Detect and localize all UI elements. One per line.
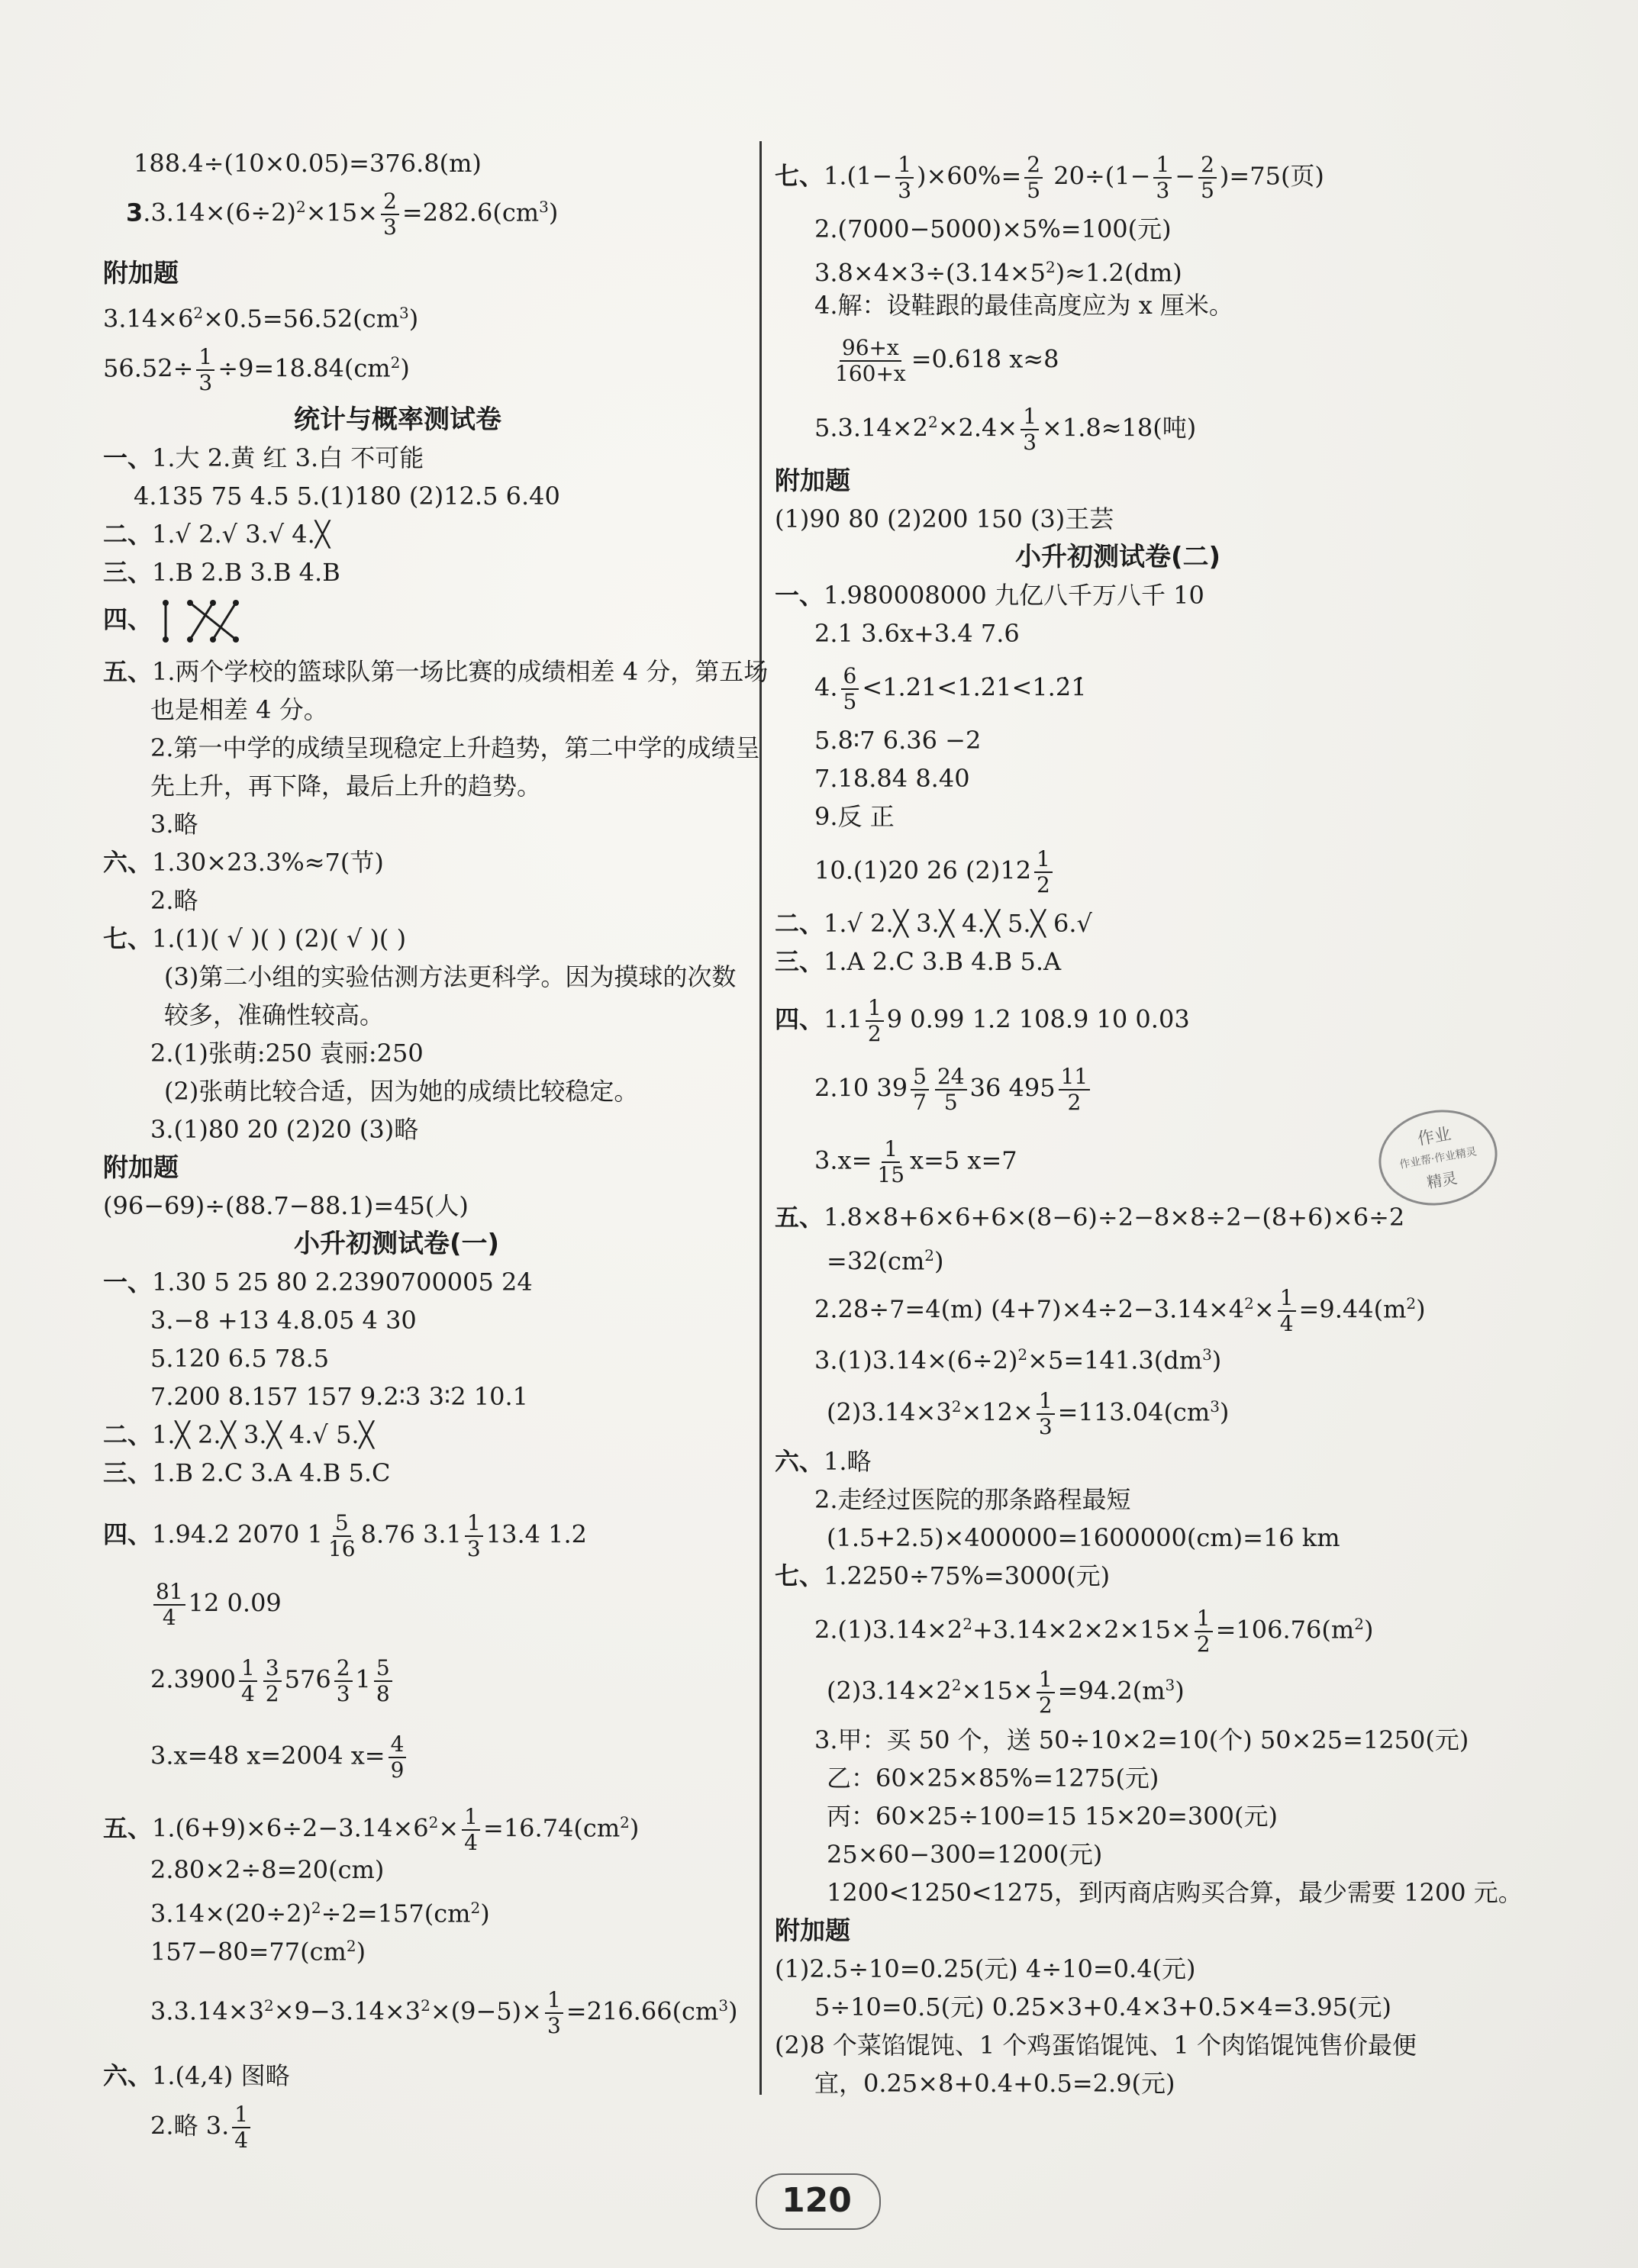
- fraction: $\frac{96+x}{160+x}$: [835, 335, 906, 386]
- fraction: $\frac{1}{4}$: [462, 1805, 480, 1855]
- text-line: 较多，准确性较高。: [164, 1000, 385, 1029]
- text-line: (96−69)÷(88.7−88.1)=45(人): [103, 1191, 469, 1220]
- fraction: $\frac{2}{3}$: [334, 1656, 353, 1706]
- fraction: $\frac{5}{8}$: [374, 1656, 392, 1706]
- text-line: 2.3900 $\frac{1}{4}$ $\frac{3}{2}$ 576 $\frac{2}{3}$ 1 $\frac{5}{8}$: [150, 1656, 395, 1706]
- text-line: 五、1.两个学校的篮球队第一场比赛的成绩相差 4 分，第五场: [103, 657, 769, 686]
- text-line: 56.52÷ $\frac{1}{3}$ $\div 9=18.84(cm^2)$: [103, 344, 410, 395]
- fraction: $\frac{1}{3}$: [1037, 1389, 1055, 1439]
- text-line: 7.18.84 8.40: [814, 764, 970, 793]
- fraction: $\frac{1}{3}$: [1153, 153, 1172, 203]
- text-line: 2.第一中学的成绩呈现稳定上升趋势，第二中学的成绩呈: [150, 733, 760, 762]
- fraction: $\frac{1}{3}$: [545, 1988, 563, 2038]
- expr: 3.14×(6÷2): [150, 198, 296, 227]
- text-line: (2)8 个菜馅馄饨、1 个鸡蛋馅馄饨、1 个肉馅馄饨售价最便: [775, 2031, 1417, 2060]
- text-line: 宜，0.25×8+0.4+0.5=2.9(元): [814, 2069, 1175, 2098]
- text-line: $2.(1)3.14\times 2^2+3.14\times 2\times 2\times 15\times$ $\frac{1}{2}$ $=106.76(m^2)$: [814, 1606, 1374, 1657]
- text-line: 3.x=48 x=2004 x= $\frac{4}{9}$: [150, 1732, 409, 1783]
- text-line: 5.120 6.5 78.5: [150, 1344, 330, 1373]
- fraction: $\frac{5}{7}$: [911, 1065, 929, 1115]
- text-line: 4.135 75 4.5 5.(1)180 (2)12.5 6.40: [134, 482, 560, 511]
- text-line: 二、1.√ 2.╳ 3.╳ 4.╳ 5.╳ 6.√: [775, 909, 1092, 938]
- text-line: 2.28÷7=4(m) $(4+7)\times 4\div 2-3.14\times 4^2\times$ $\frac{1}{4}$ $=9.44(m^2)$: [814, 1285, 1426, 1336]
- text-line: 一、1.大 2.黄 红 3.白 不可能: [103, 443, 424, 472]
- text-line: $3.14\times(20\div 2)^2\div 2=157(cm^2)$: [150, 1899, 490, 1928]
- text-line: (1)2.5÷10=0.25(元) 4÷10=0.4(元): [775, 1954, 1196, 1983]
- text-line: 4.解：设鞋跟的最佳高度应为 x 厘米。: [814, 291, 1233, 320]
- matching-diagram: [160, 598, 259, 644]
- text-line: 一、1.980008000 九亿八千万八千 10: [775, 581, 1204, 610]
- text-line: 2.(7000−5000)×5%=100(元): [814, 214, 1172, 243]
- exponent: 2: [296, 197, 306, 216]
- text-line: $3.14\times 6^2\times 0.5=56.52(cm^3)$: [103, 304, 419, 333]
- text-line: 三、1.B 2.B 3.B 4.B: [103, 558, 340, 587]
- text-line: 七、1.(1)( √ )( ) (2)( √ )( ): [103, 924, 407, 953]
- text-line: 六、1.略: [775, 1447, 872, 1476]
- item-number: 3: [126, 198, 143, 227]
- text-line: $5.3.14\times 2^2\times 2.4\times$ $\frac{1}{3}$ ×1.8≈18(吨): [814, 404, 1197, 455]
- text-line: 3.(1)80 20 (2)20 (3)略: [150, 1115, 419, 1144]
- text-line: 3.−8 +13 4.8.05 4 30: [150, 1306, 417, 1335]
- fraction: $\frac{5}{16}$: [327, 1510, 356, 1561]
- text-line: 2.略 3. $\frac{1}{4}$: [150, 2102, 253, 2153]
- text-line: $3.8\times 4\times 3\div(3.14\times 5^2)\approx 1.2(dm)$: [814, 258, 1182, 288]
- text-line: (1.5+2.5)×400000=1600000(cm)=16 km: [827, 1523, 1340, 1552]
- text-line: 2.10 39 $\frac{5}{7}$ $\frac{24}{5}$ 36 495 $\frac{11}{2}$: [814, 1065, 1093, 1115]
- fraction: $\frac{4}{9}$: [389, 1732, 407, 1783]
- text-line: 5÷10=0.5(元) 0.25×3+0.4×3+0.5×4=3.95(元): [814, 1993, 1391, 2022]
- fraction: $\frac{1}{3}$: [895, 153, 914, 203]
- test-title: 小升初测试卷(一): [294, 1229, 500, 1259]
- text-line: 3.x= $\frac{1}{15}$ x=5 x=7: [814, 1136, 1017, 1187]
- fraction: $\frac{1}{4}$: [232, 2102, 250, 2153]
- text-line: 188.4÷(10×0.05)=376.8(m): [134, 149, 482, 178]
- text-line: 3.甲：买 50 个，送 50÷10×2=10(个) 50×25=1250(元): [814, 1725, 1469, 1754]
- text-line: 四、1.1 $\frac{1}{2}$ 9 0.99 1.2 108.9 10 0.03: [775, 995, 1190, 1046]
- fraction: $\frac{3}{2}$: [263, 1656, 282, 1706]
- section-title: 附加题: [775, 1915, 850, 1945]
- text-line: (3)第二小组的实验估测方法更科学。因为摸球的次数: [164, 962, 737, 991]
- text-line: $3.3.14\times(6\div 2)^2\times 15\times$ $\frac{2}{3}$ $=282.6(cm^3)$: [126, 188, 559, 240]
- text-line: $=32(cm^2)$: [827, 1246, 944, 1276]
- text-line: 六、1.30×23.3%≈7(节): [103, 848, 384, 877]
- fraction: $\frac{1}{4}$: [1278, 1286, 1296, 1336]
- text-line: $157-80=77(cm^2)$: [150, 1937, 366, 1967]
- text-line: 六、1.(4,4) 图略: [103, 2061, 290, 2090]
- watermark-stamp: 作业 作业帮·作业精灵 精灵: [1371, 1100, 1504, 1214]
- fraction: $\frac{1}{2}$: [1037, 1667, 1055, 1718]
- text-line: 2.(1)张萌:250 袁丽:250: [150, 1039, 424, 1068]
- fraction: $\frac{1}{3}$: [465, 1511, 483, 1561]
- fraction: $\frac{1}{2}$: [866, 996, 884, 1046]
- test-title: 小升初测试卷(二): [1015, 542, 1221, 572]
- text-line: (1)90 80 (2)200 150 (3)王芸: [775, 504, 1114, 533]
- text-line: 9.反 正: [814, 802, 895, 831]
- text-line: 七、1.2250÷75%=3000(元): [775, 1561, 1111, 1590]
- fraction: $\frac{1}{4}$: [239, 1656, 257, 1706]
- fraction: $\frac{1}{3}$: [1021, 404, 1039, 455]
- text-line: 3.略: [150, 810, 198, 839]
- test-title: 统计与概率测试卷: [294, 404, 501, 435]
- text-line: 三、1.A 2.C 3.B 4.B 5.A: [775, 947, 1062, 976]
- text-line: $(2)3.14\times 3^2\times 12\times$ $\frac{1}{3}$ $=113.04(cm^3)$: [827, 1388, 1230, 1439]
- text-line: 2.略: [150, 886, 198, 915]
- text-line: $\frac{96+x}{160+x}$ =0.618 x≈8: [830, 336, 1059, 386]
- fraction: $\frac{1}{3}$: [196, 345, 214, 395]
- text-line: $\frac{81}{4}$ 12 0.09: [150, 1580, 282, 1630]
- fraction: $\frac{1}{2}$: [1034, 847, 1053, 897]
- text-line: 五、$1.(6+9)\times 6\div 2-3.14\times 6^2\times$ $\frac{1}{4}$ $=16.74(cm^2)$: [103, 1804, 640, 1855]
- text-line: 三、1.B 2.C 3.A 4.B 5.C: [103, 1458, 391, 1487]
- text-line: 先上升，再下降，最后上升的趋势。: [150, 772, 542, 801]
- expr: =282.6(cm: [401, 198, 540, 227]
- fraction: $\frac{11}{2}$: [1059, 1065, 1091, 1115]
- fraction: $\frac{2}{5}$: [1024, 153, 1043, 203]
- text-line: 一、1.30 5 25 80 2.2390700005 24: [103, 1268, 533, 1297]
- text-line: 25×60−300=1200(元): [827, 1840, 1103, 1869]
- text-line: 丙：60×25÷100=15 15×20=300(元): [827, 1802, 1278, 1831]
- text-line: 二、1.╳ 2.╳ 3.╳ 4.√ 5.╳: [103, 1420, 374, 1449]
- page-number: 120: [782, 2181, 852, 2220]
- text-line: $(2)3.14\times 2^2\times 15\times$ $\frac{1}{2}$ $=94.2(m^3)$: [827, 1667, 1185, 1718]
- text-line: $3.(1)3.14\times(6\div 2)^2\times 5=141.3(dm^3)$: [814, 1345, 1222, 1375]
- exponent: 3: [539, 197, 549, 216]
- text-line: 也是相差 4 分。: [150, 695, 328, 724]
- fraction: $\frac{81}{4}$: [153, 1580, 185, 1630]
- fraction: $\frac{6}{5}$: [841, 664, 859, 714]
- text-line: $3.3.14\times 3^2\times 9-3.14\times 3^2\times(9-5)\times$ $\frac{1}{3}$ $=216.66(cm^3)$: [150, 1987, 738, 2038]
- section-title: 附加题: [103, 1152, 179, 1182]
- expr: ×15×: [305, 198, 379, 227]
- text-line: 7.200 8.157 157 9.2∶3 3∶2 10.1: [150, 1382, 529, 1411]
- column-divider: [759, 141, 762, 2095]
- expr: ): [548, 198, 559, 227]
- text-line: 2.走经过医院的那条路程最短: [814, 1485, 1131, 1514]
- fraction: $\frac{1}{2}$: [1195, 1606, 1213, 1657]
- text-line: 1200<1250<1275，到丙商店购买合算，最少需要 1200 元。: [827, 1878, 1523, 1907]
- text-line: 乙：60×25×85%=1275(元): [827, 1764, 1159, 1793]
- text-line: 5.8∶7 6.36 −2: [814, 726, 982, 755]
- fraction: $\frac{1}{15}$: [877, 1136, 905, 1187]
- fraction: $\frac{24}{5}$: [935, 1065, 967, 1115]
- text-line: 五、1.8×8+6×6+6×(8−6)÷2−8×8÷2−(8+6)×6÷2: [775, 1203, 1405, 1232]
- text-line: (2)张萌比较合适，因为她的成绩比较稳定。: [164, 1077, 639, 1106]
- text-line: 四、1.94.2 2070 1 $\frac{5}{16}$ 8.76 3.1 $\frac{1}{3}$ 13.4 1.2: [103, 1510, 588, 1561]
- text-line: 七、1.(1− $\frac{1}{3}$ )×60%= $\frac{2}{5}$ 20÷(1− $\frac{1}{3}$ − $\frac{2}{5}$ )=75(页): [775, 152, 1324, 203]
- text-line: 4. $\frac{6}{5}$ <1.21<1.2̇1<1.2̇1̇: [814, 663, 1087, 714]
- section-title: 附加题: [103, 258, 179, 288]
- text-line: 2.80×2÷8=20(cm): [150, 1855, 385, 1884]
- text-line: 10.(1)20 26 (2)12 $\frac{1}{2}$: [814, 847, 1056, 897]
- text-line: 四、: [103, 598, 259, 644]
- section-title: 附加题: [775, 466, 850, 495]
- fraction: $\frac{2}{5}$: [1198, 153, 1217, 203]
- text-line: 二、1.√ 2.√ 3.√ 4.╳: [103, 520, 331, 549]
- text-line: 2.1 3.6x+3.4 7.6: [814, 619, 1020, 648]
- fraction: $\frac{2}{3}$: [381, 189, 399, 240]
